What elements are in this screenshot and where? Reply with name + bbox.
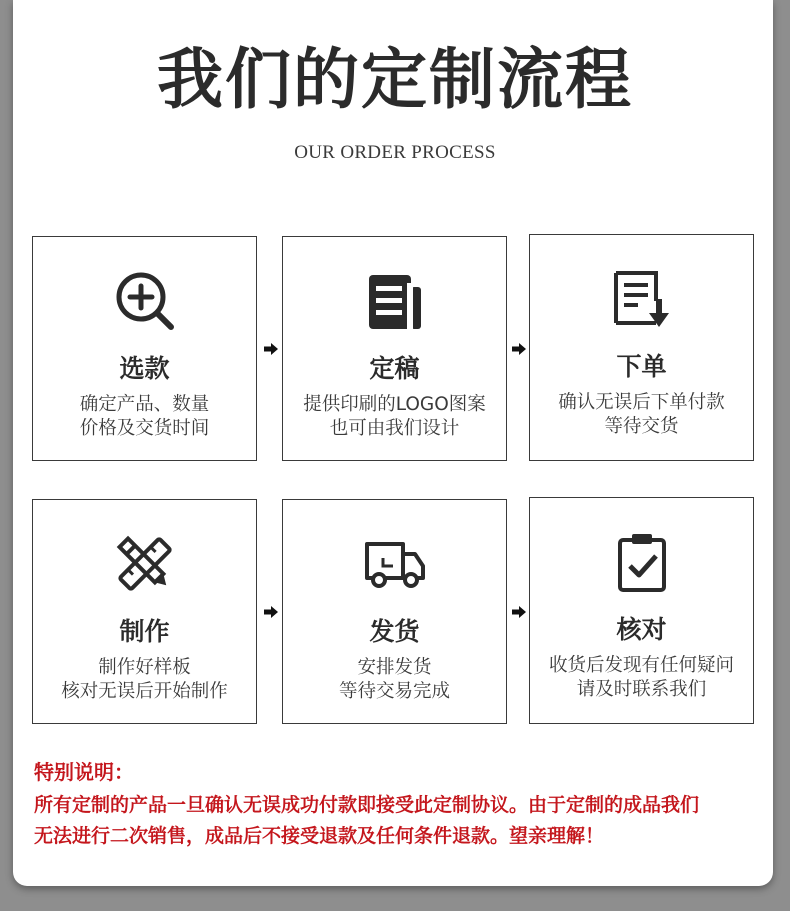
step-name: 制作 <box>119 617 170 646</box>
step-card-select <box>32 236 257 461</box>
step-desc-line: 确认无误后下单付款 <box>558 392 725 413</box>
step-desc-line: 等待交易完成 <box>338 681 450 702</box>
notice-text <box>34 790 759 852</box>
step-desc-line: 收货后发现有任何疑问 <box>548 655 734 676</box>
step-name: 核对 <box>616 615 667 644</box>
document-icon <box>363 269 427 333</box>
step-name: 发货 <box>369 617 420 646</box>
page-subtitle: OUR ORDER PROCESS <box>294 142 496 163</box>
step-name: 定稿 <box>369 354 420 383</box>
step-card-verify <box>529 497 754 724</box>
step-description <box>33 393 256 441</box>
step-desc-line: 核对无误后开始制作 <box>61 681 228 702</box>
truck-icon <box>363 532 427 596</box>
arrow-right-icon <box>512 343 526 355</box>
step-desc-line: 确定产品、数量 <box>79 394 210 415</box>
step-name: 下单 <box>616 352 667 381</box>
zoom-in-icon <box>113 269 177 333</box>
step-desc-line: 也可由我们设计 <box>329 418 460 439</box>
notice-line: 无法进行二次销售，成品后不接受退款及任何条件退款。望亲理解！ <box>34 825 605 847</box>
step-desc-line: 制作好样板 <box>98 657 191 678</box>
step-description <box>33 656 256 704</box>
step-card-produce <box>32 499 257 724</box>
arrow-right-icon <box>512 606 526 618</box>
arrow-right-icon <box>264 343 278 355</box>
order-download-icon <box>610 267 674 331</box>
step-desc-line: 安排发货 <box>357 657 432 678</box>
arrow-right-icon <box>264 606 278 618</box>
step-card-order <box>529 234 754 461</box>
step-description <box>530 654 753 702</box>
step-desc-line: 价格及交货时间 <box>79 418 210 439</box>
step-card-ship <box>282 499 507 724</box>
step-description <box>283 656 506 704</box>
notice-title: 特别说明： <box>34 760 134 784</box>
page-title: 我们的定制流程 <box>157 41 633 118</box>
clipboard-check-icon <box>610 530 674 594</box>
pencil-ruler-icon <box>113 532 177 596</box>
step-desc-line: 请及时联系我们 <box>576 679 707 700</box>
step-description <box>530 391 753 439</box>
step-desc-line: 提供印刷的LOGO图案 <box>303 394 486 415</box>
step-description <box>283 393 506 441</box>
step-card-finalize <box>282 236 507 461</box>
notice-line: 所有定制的产品一旦确认无误成功付款即接受此定制协议。由于定制的成品我们 <box>34 794 700 816</box>
step-name: 选款 <box>119 354 170 383</box>
step-desc-line: 等待交货 <box>604 416 679 437</box>
